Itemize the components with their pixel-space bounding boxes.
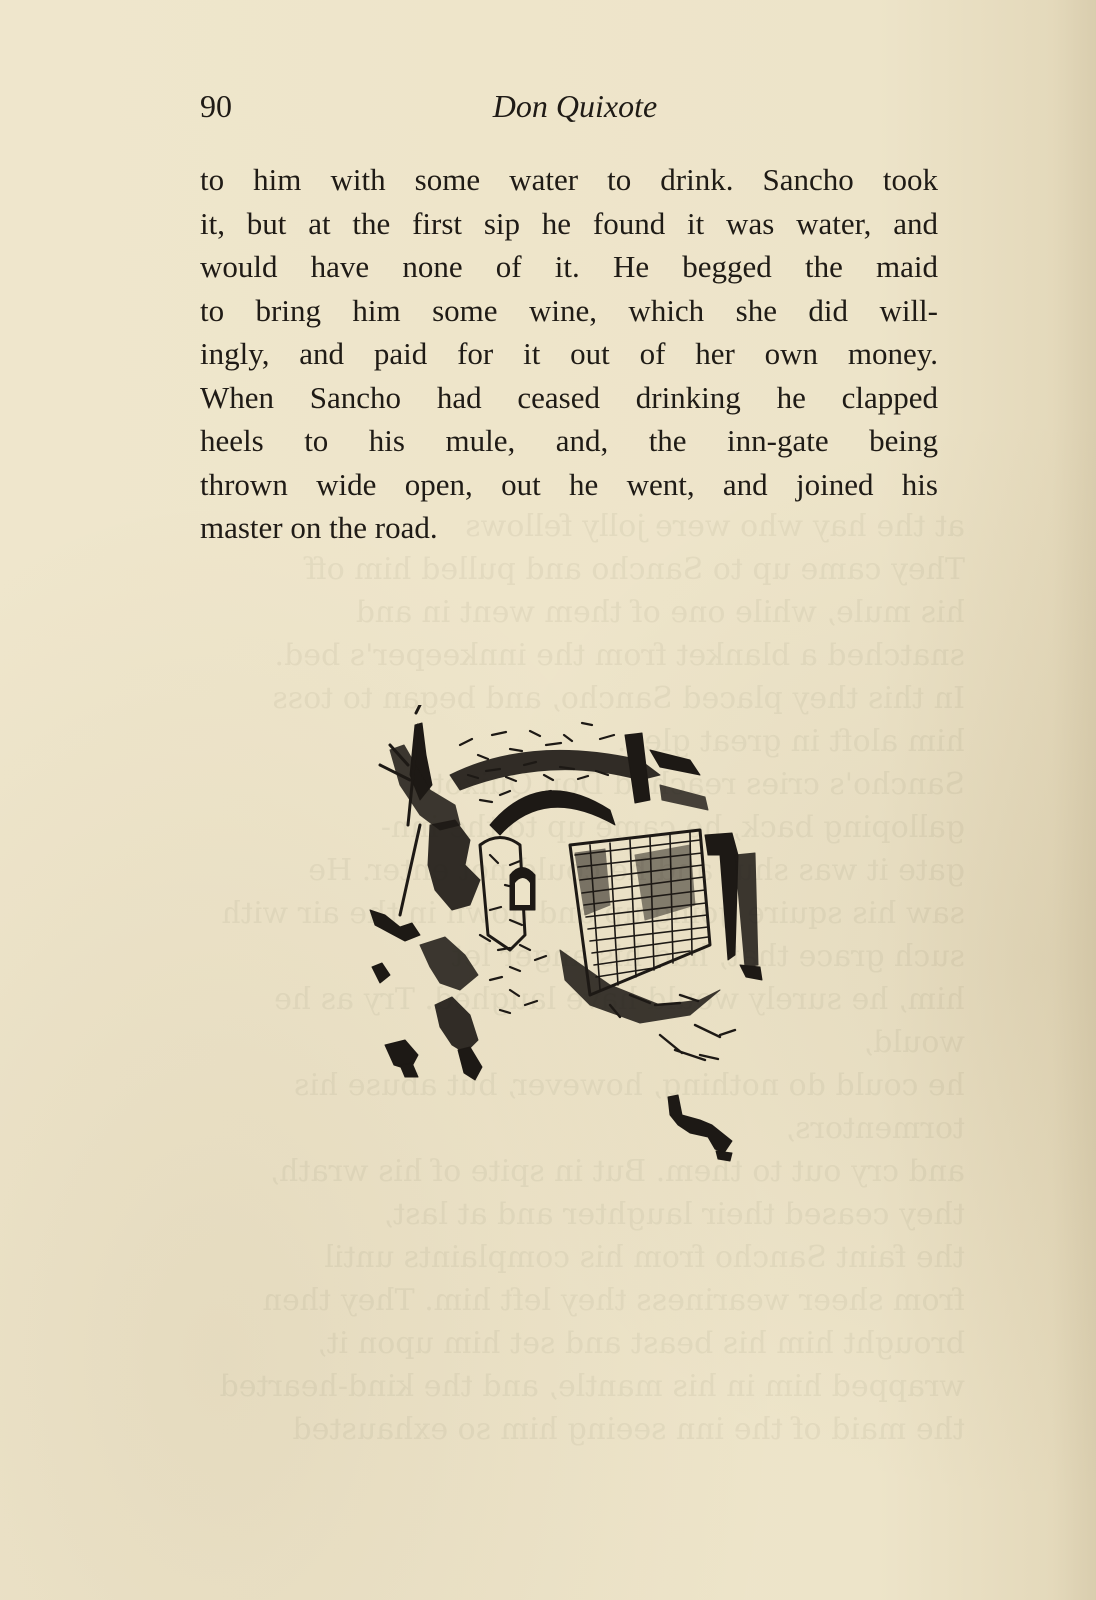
text-line: it, but at the first sip he found it was water, and xyxy=(200,205,938,241)
text-line: thrown wide open, out he went, and joined his xyxy=(200,466,938,502)
running-header xyxy=(200,88,940,138)
text-line: ingly, and paid for it out of her own money. xyxy=(200,336,938,371)
text-line: to bring him some wine, which she did will- xyxy=(200,292,938,328)
body-paragraph xyxy=(200,158,938,550)
text-line: master on the road. xyxy=(200,510,438,545)
running-title: Don Quixote xyxy=(492,88,658,124)
text-line: When Sancho had ceased drinking he clapped xyxy=(200,379,938,415)
text-line: would have none of it. He begged the maid xyxy=(200,249,938,284)
page-number: 90 xyxy=(200,88,232,124)
ruined-gateway-illustration xyxy=(360,705,780,1175)
reverse-side-bleed-through: at the hay who were jolly fellows They came up to Sancho and pulled him off his mule, while one of them went in and snatched a blanket from the innkeeper's bed. In this they placed Sancho, and began to toss him aloft in great glee. Sancho's cries reached Don galloping back, he came up to the inn- gate it was he could not enter. He saw his squire going up and down in air with such grace had his anger let him, he surely would laughed. Try as he would, he could do nothing, however, but abuse his tormentors, and cry out to them. But in spite of his wrath, they ceased their laughter and at last, the faint Sancho from his complaints until from sheer weariness they left him. They then brought him his beast and set him upon it, wrapped him in his mantle, and the kind-hearted the maid of the inn seeing him so exhausted xyxy=(219,509,965,1447)
text-line: to him with some water to drink. Sancho took xyxy=(200,162,938,197)
text-line: heels to his mule, and, the inn-gate being xyxy=(200,423,938,458)
